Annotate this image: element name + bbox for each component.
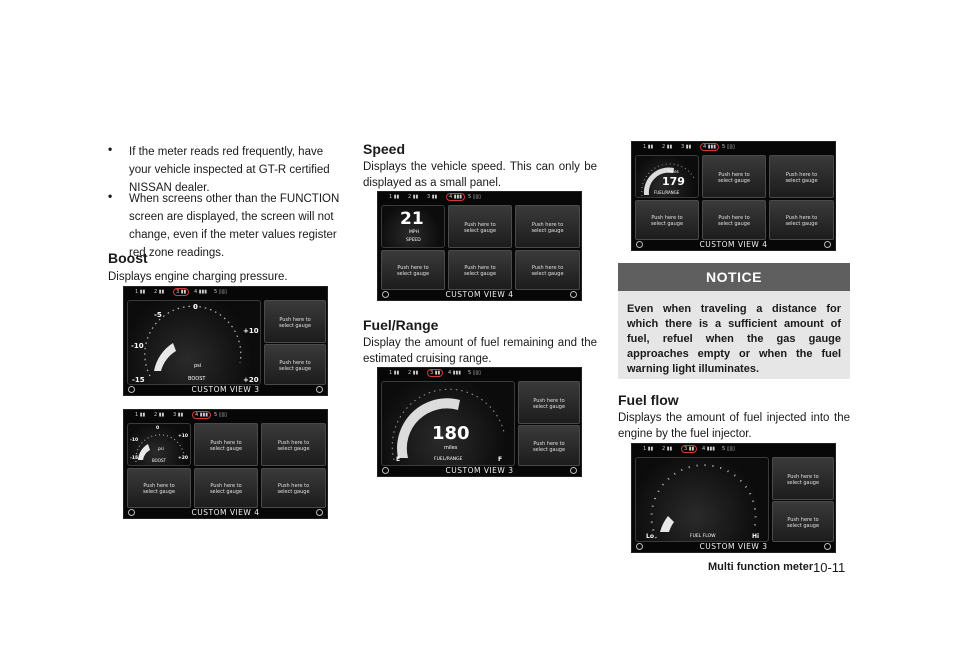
tab-2: 2 ▮▮ [154, 412, 165, 418]
tab-4: 4 ▮▮▮ [702, 446, 716, 452]
screen-footer: CUSTOM VIEW 3 [191, 385, 260, 394]
push-label: Push here to select gauge [717, 171, 751, 184]
bullet-text: If the meter reads red frequently, have your vehicle inspected at GT-R certified NISSAN dealer. [129, 146, 330, 194]
fuel-flow-gauge [635, 457, 769, 542]
boost-unit: psi [158, 446, 164, 451]
tab-5: 5 ▯▯▯ [722, 144, 736, 150]
select-gauge-panel[interactable] [769, 155, 834, 198]
push-label: Push here to select gauge [278, 359, 312, 372]
boost-scale-label: -10 [130, 438, 139, 443]
boost-small-gauge [127, 423, 191, 466]
push-label: Push here to select gauge [209, 483, 243, 496]
fuel-range-label: FUEL/RANGE [434, 457, 463, 462]
section-heading-speed: Speed [363, 141, 406, 157]
push-label: Push here to select gauge [277, 439, 310, 452]
speed-text: Displays the vehicle speed. This can only be displayed as a small panel. [363, 161, 597, 189]
tab-1: 1 ▮▮ [135, 412, 146, 418]
boost-label: BOOST [152, 458, 166, 463]
boost-scale-label: +20 [243, 376, 259, 384]
back-icon [636, 241, 643, 248]
settings-icon [316, 509, 323, 516]
screen-tabs [378, 368, 581, 380]
push-label: Push here to select gauge [142, 483, 176, 496]
tab-5: 5 ▯▯▯ [214, 289, 228, 295]
push-label: Push here to select gauge [532, 397, 566, 410]
settings-icon [570, 467, 577, 474]
tab-4: 4 ▮▮▮ [700, 143, 719, 151]
tab-1: 1 ▮▮ [389, 370, 400, 376]
boost-screen-view3 [123, 286, 328, 396]
tab-5: 5 ▯▯▯ [214, 412, 228, 418]
select-gauge-panel[interactable] [518, 381, 580, 424]
push-label: Push here to select gauge [531, 265, 564, 278]
bullet-dot: • [108, 142, 113, 156]
boost-scale-label: +10 [178, 434, 189, 439]
boost-dial-icon [128, 301, 262, 386]
back-icon [382, 467, 389, 474]
tab-5: 5 ▯▯▯ [722, 446, 736, 452]
select-gauge-panel[interactable] [261, 468, 326, 508]
boost-scale-label: -15 [132, 376, 145, 384]
tab-4: 4 ▮▮▮ [448, 370, 462, 376]
tab-3: 3 ▮▮ [681, 445, 697, 453]
push-label: Push here to select gauge [396, 265, 430, 278]
fuel-flow-screen-view3 [631, 443, 836, 553]
settings-icon [824, 241, 831, 248]
select-gauge-panel[interactable] [264, 344, 326, 385]
tab-1: 1 ▮▮ [389, 194, 400, 200]
push-label: Push here to select gauge [463, 221, 497, 234]
select-gauge-panel[interactable] [518, 425, 580, 466]
select-gauge-panel[interactable] [635, 200, 699, 240]
back-icon [128, 386, 135, 393]
speed-label: SPEED [406, 238, 421, 243]
fuel-range-gauge [381, 381, 515, 466]
select-gauge-panel[interactable] [515, 250, 580, 290]
tab-4: 4 ▮▮▮ [192, 411, 211, 419]
select-gauge-panel[interactable] [448, 250, 512, 290]
push-label: Push here to select gauge [277, 483, 310, 496]
select-gauge-panel[interactable] [772, 457, 834, 500]
boost-gauge [127, 300, 261, 385]
screen-footer: CUSTOM VIEW 4 [191, 508, 260, 517]
section-heading-boost: Boost [108, 250, 148, 266]
tab-3: 3 ▮▮ [681, 144, 692, 150]
fuel-range-small-label: FUEL/RANGE [654, 190, 680, 195]
boost-scale-label: +10 [243, 327, 259, 335]
fuel-range-screen-view4 [631, 141, 836, 251]
screen-tabs [124, 410, 327, 422]
tab-5: 5 ▯▯▯ [468, 194, 482, 200]
notice-box [618, 263, 850, 379]
boost-scale-label: 0 [156, 426, 160, 431]
bullet-text: When screens other than the FUNCTION screen are displayed, the screen will not change, even if the meter values register red zone readings. [129, 193, 340, 259]
speed-screen-view4 [377, 191, 582, 301]
fuel-range-small-value: 179 [662, 175, 685, 188]
push-label: Push here to select gauge [717, 215, 751, 228]
fuel-range-text: Display the amount of fuel remaining and the estimated cruising range. [363, 337, 597, 365]
fuel-range-small-gauge [635, 155, 699, 198]
boost-text: Displays engine charging pressure. [108, 271, 288, 283]
tab-2: 2 ▮▮ [408, 370, 419, 376]
boost-unit: psi [194, 363, 202, 369]
tab-2: 2 ▮▮ [154, 289, 165, 295]
select-gauge-panel[interactable] [261, 423, 326, 466]
boost-scale-label: -15 [130, 456, 139, 461]
fuel-range-screen-view3 [377, 367, 582, 477]
fuel-flow-label: FUEL FLOW [690, 534, 716, 539]
select-gauge-panel[interactable] [702, 155, 766, 198]
tab-1: 1 ▮▮ [643, 446, 654, 452]
push-label: Push here to select gauge [785, 215, 818, 228]
screen-footer: CUSTOM VIEW 3 [699, 542, 768, 551]
select-gauge-panel[interactable] [381, 250, 445, 290]
screen-footer: CUSTOM VIEW 4 [699, 240, 768, 249]
push-label: Push here to select gauge [650, 215, 684, 228]
screen-footer: CUSTOM VIEW 4 [445, 290, 514, 299]
select-gauge-panel[interactable] [127, 468, 191, 508]
push-label: Push here to select gauge [785, 171, 818, 184]
tab-2: 2 ▮▮ [662, 446, 673, 452]
screen-tabs [124, 287, 327, 299]
select-gauge-panel[interactable] [769, 200, 834, 240]
tab-5: 5 ▯▯▯ [468, 370, 482, 376]
tab-4: 4 ▮▮▮ [446, 193, 465, 201]
section-footer: Multi function meter [708, 561, 814, 573]
fuel-range-small-unit: miles [668, 169, 679, 174]
tab-3: 3 ▮▮ [173, 288, 189, 296]
speed-panel [381, 205, 445, 248]
screen-footer: CUSTOM VIEW 3 [445, 466, 514, 475]
select-gauge-panel[interactable] [515, 205, 580, 248]
select-gauge-panel[interactable] [772, 501, 834, 542]
select-gauge-panel[interactable] [194, 468, 258, 508]
bullet-item [108, 142, 348, 196]
bullet-dot: • [108, 189, 113, 203]
tab-1: 1 ▮▮ [135, 289, 146, 295]
fuel-range-unit: miles [444, 445, 458, 451]
tab-2: 2 ▮▮ [662, 144, 673, 150]
notice-text: Even when traveling a distance for which there is a sufficient amount of fuel, refuel when the gas gauge approaches empty or when the fuel warning light illuminates. [627, 303, 841, 375]
back-icon [382, 291, 389, 298]
settings-icon [316, 386, 323, 393]
push-label: Push here to select gauge [786, 473, 820, 486]
push-label: Push here to select gauge [463, 265, 497, 278]
tab-3: 3 ▮▮ [427, 194, 438, 200]
fuel-range-value: 180 [432, 423, 470, 444]
tab-3: 3 ▮▮ [427, 369, 443, 377]
fuel-flow-hi-label: Hi [752, 533, 760, 540]
tab-2: 2 ▮▮ [408, 194, 419, 200]
back-icon [636, 543, 643, 550]
screen-tabs [378, 192, 581, 204]
fuel-full-label: F [498, 456, 503, 463]
push-label: Push here to select gauge [531, 221, 564, 234]
section-heading-fuel-range: Fuel/Range [363, 317, 439, 333]
boost-scale-label: +20 [178, 456, 189, 461]
fuel-flow-text: Displays the amount of fuel injected into the engine by the fuel injector. [618, 412, 850, 440]
page-number: 10-11 [813, 560, 846, 575]
speed-unit: MPH [409, 230, 419, 235]
select-gauge-panel[interactable] [702, 200, 766, 240]
tab-1: 1 ▮▮ [643, 144, 654, 150]
boost-label: BOOST [188, 376, 206, 382]
section-heading-fuel-flow: Fuel flow [618, 392, 679, 408]
push-label: Push here to select gauge [209, 439, 243, 452]
boost-scale-label: -10 [131, 342, 144, 350]
screen-tabs [632, 142, 835, 154]
back-icon [128, 509, 135, 516]
settings-icon [824, 543, 831, 550]
boost-scale-label: -5 [154, 311, 162, 319]
select-gauge-panel[interactable] [264, 300, 326, 343]
fuel-empty-label: E [396, 456, 401, 463]
notice-title: NOTICE [618, 263, 850, 291]
boost-screen-view4 [123, 409, 328, 519]
fuel-flow-dial-icon [636, 458, 770, 543]
select-gauge-panel[interactable] [194, 423, 258, 466]
boost-scale-label: 0 [193, 303, 198, 311]
fuel-flow-lo-label: Lo [646, 533, 654, 540]
select-gauge-panel[interactable] [448, 205, 512, 248]
push-label: Push here to select gauge [786, 516, 820, 529]
push-label: Push here to select gauge [532, 440, 566, 453]
settings-icon [570, 291, 577, 298]
tab-4: 4 ▮▮▮ [194, 289, 208, 295]
screen-tabs [632, 444, 835, 456]
tab-3: 3 ▮▮ [173, 412, 184, 418]
push-label: Push here to select gauge [278, 316, 312, 329]
speed-value: 21 [400, 209, 424, 229]
